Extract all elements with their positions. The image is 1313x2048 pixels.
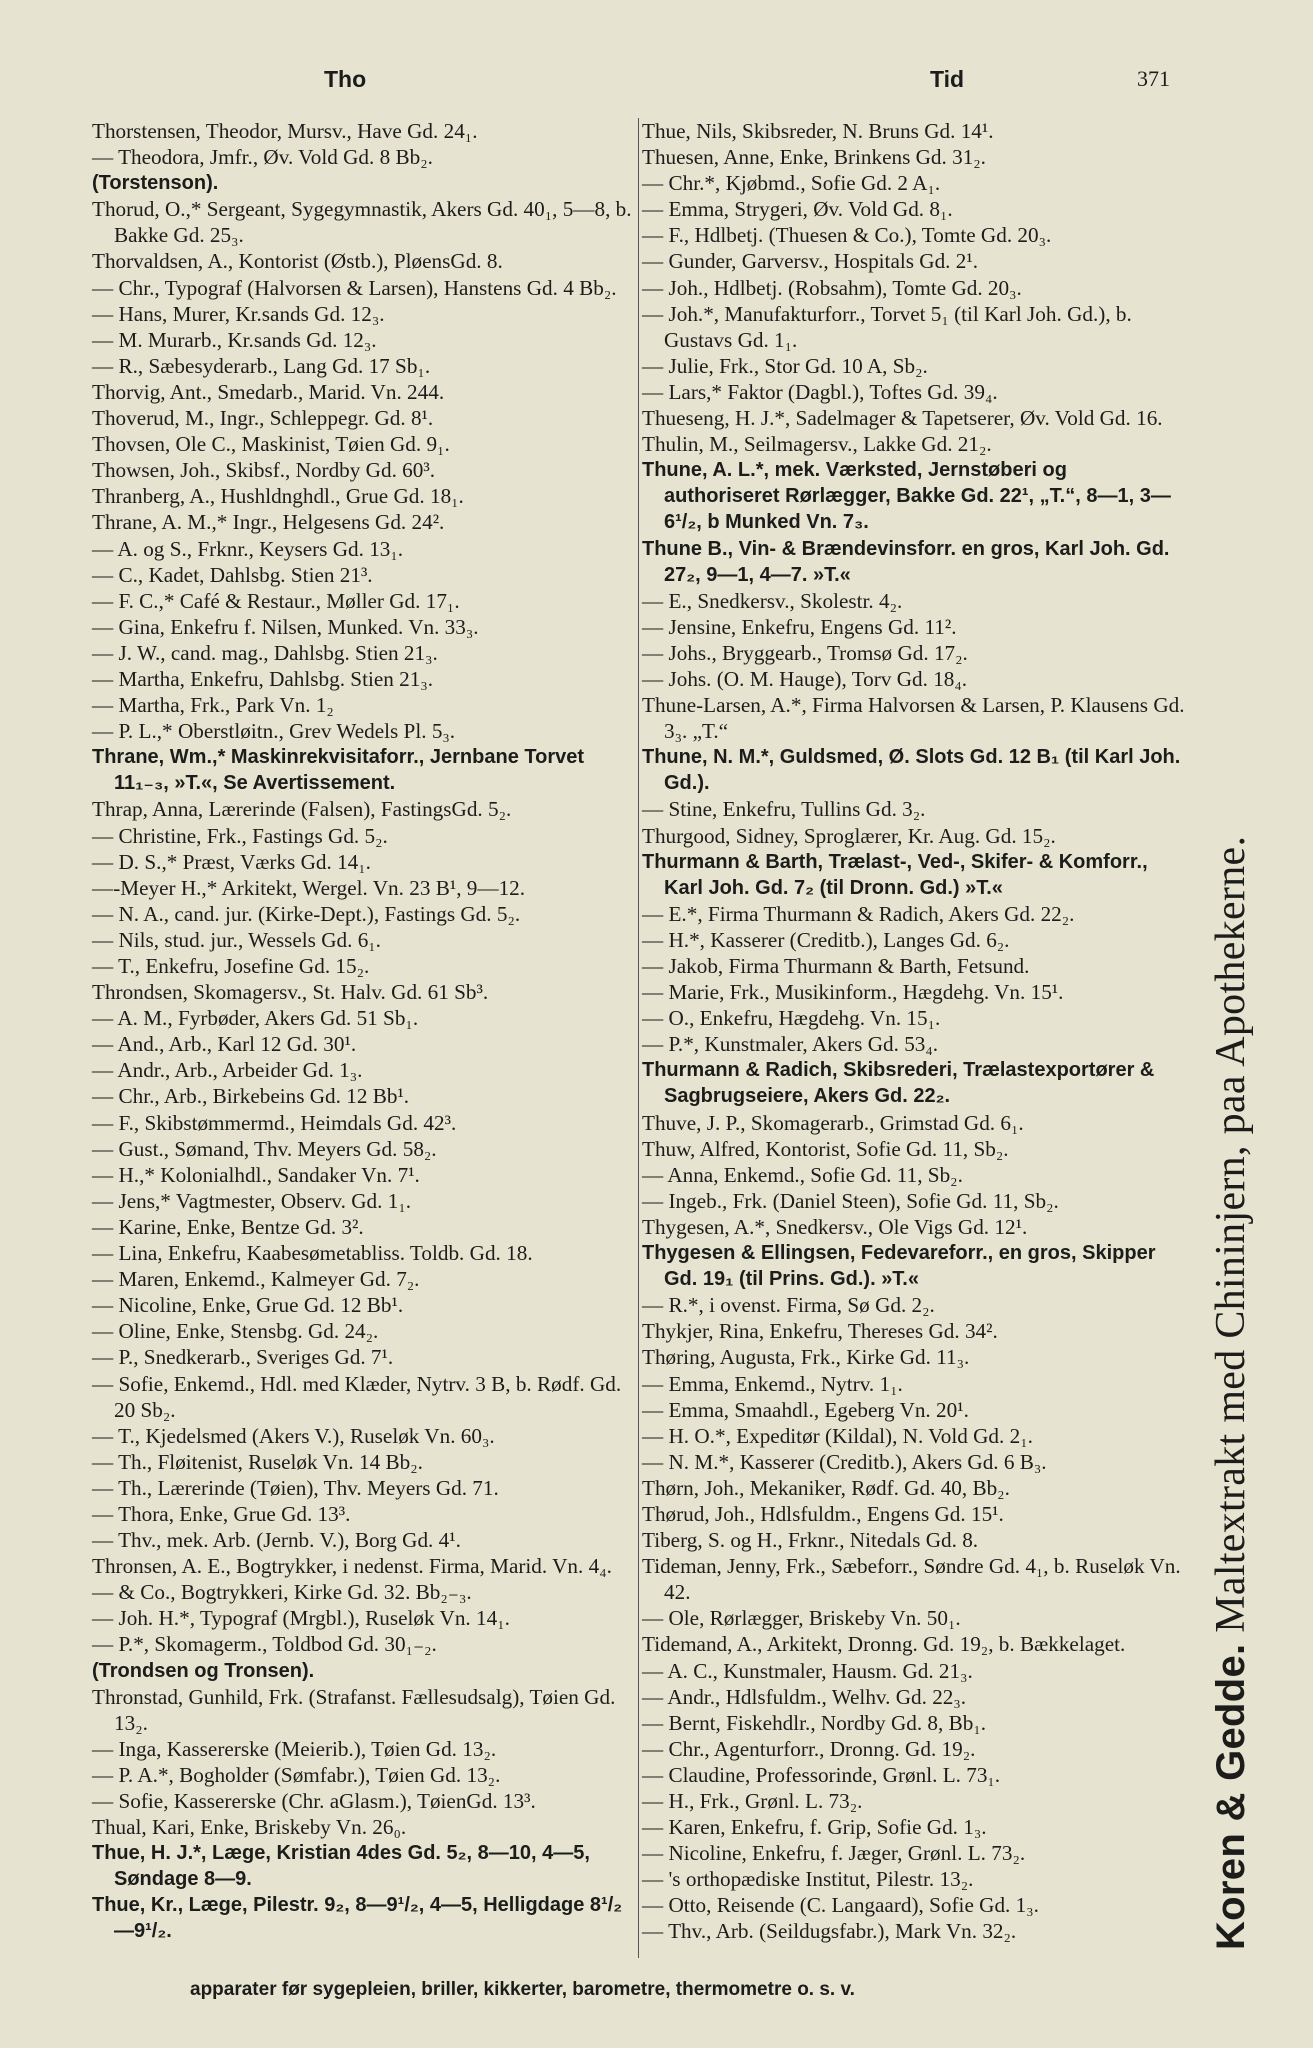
directory-entry: — Bernt, Fiskehdlr., Nordby Gd. 8, Bb₁.: [642, 1710, 987, 1735]
directory-entry: — P.*, Kunstmaler, Akers Gd. 53₄.: [642, 1032, 939, 1057]
directory-entry: — And., Arb., Karl 12 Gd. 30¹.: [92, 1032, 357, 1057]
directory-entry: Thual, Kari, Enke, Briskeby Vn. 26₀.: [92, 1815, 407, 1840]
directory-entry: Thune, N. M.*, Guldsmed, Ø. Slots Gd. 12 B₁ (til Karl Joh. Gd.).: [642, 746, 1181, 795]
directory-entry: Thoverud, M., Ingr., Schleppegr. Gd. 8¹.: [92, 406, 434, 431]
directory-entry: Thowsen, Joh., Skibsf., Nordby Gd. 60³.: [92, 458, 435, 483]
directory-entry: Thune B., Vin- & Brændevinsforr. en gros, Karl Joh. Gd. 27₂, 9—1, 4—7. »T.«: [642, 537, 1170, 586]
directory-entry: — 's orthopædiske Institut, Pilestr. 13₂.: [642, 1867, 974, 1892]
directory-entry: — Claudine, Professorinde, Grønl. L. 73₁.: [642, 1762, 1001, 1787]
directory-entry: — H. O.*, Expeditør (Kildal), N. Vold Gd. 2₁.: [642, 1423, 1033, 1448]
directory-entry: Thygesen, A.*, Snedkersv., Ole Vigs Gd. 12¹.: [642, 1214, 1028, 1239]
directory-entry: — P. L.,* Oberstløitn., Grev Wedels Pl. 5₃.: [92, 719, 456, 744]
directory-entry: — F., Hdlbetj. (Thuesen & Co.), Tomte Gd. 20₃.: [642, 223, 1052, 248]
directory-entry: — Johs., Bryggearb., Tromsø Gd. 17₂.: [642, 640, 968, 665]
directory-entry: — P.*, Skomagerm., Toldbod Gd. 30₁₋₂.: [92, 1632, 437, 1657]
directory-entry: — & Co., Bogtrykkeri, Kirke Gd. 32. Bb₂₋₃.: [92, 1580, 472, 1605]
directory-entry: Thorud, O.,* Sergeant, Sygegymnastik, Akers Gd. 40₁, 5—8, b. Bakke Gd. 25₃.: [92, 197, 632, 248]
directory-entry: Thykjer, Rina, Enkefru, Thereses Gd. 34².: [642, 1319, 998, 1344]
directory-entry: Thrap, Anna, Lærerinde (Falsen), FastingsGd. 5₂.: [92, 797, 512, 822]
directory-entry: — Thora, Enke, Grue Gd. 13³.: [92, 1501, 351, 1526]
side-advertisement: [1195, 170, 1267, 1950]
directory-entry: — C., Kadet, Dahlsbg. Stien 21³.: [92, 562, 373, 587]
directory-entry: — Th., Lærerinde (Tøien), Thv. Meyers Gd. 71.: [92, 1475, 499, 1500]
directory-entry: — Martha, Frk., Park Vn. 1₂: [92, 693, 334, 718]
header-left-keyword: Tho: [324, 66, 367, 92]
directory-entry: Thovsen, Ole C., Maskinist, Tøien Gd. 9₁.: [92, 432, 450, 457]
directory-entry: — Jakob, Firma Thurmann & Barth, Fetsund.: [642, 954, 1030, 978]
directory-entry: — Joh.*, Manufakturforr., Torvet 5₁ (til Karl Joh. Gd.), b. Gustavs Gd. 1₁.: [642, 301, 1132, 352]
directory-entry: Thuesen, Anne, Enke, Brinkens Gd. 31₂.: [642, 145, 986, 170]
page-number: 371: [1137, 66, 1170, 91]
directory-entry: — A. og S., Frknr., Keysers Gd. 13₁.: [92, 536, 404, 561]
directory-entry: — Andr., Hdlsfuldm., Welhv. Gd. 22₃.: [642, 1684, 967, 1709]
directory-entry: — Otto, Reisende (C. Langaard), Sofie Gd. 1₃.: [642, 1893, 1039, 1918]
directory-entry: — Thv., Arb. (Seildugsfabr.), Mark Vn. 32₂.: [642, 1919, 1017, 1944]
directory-entry: — Christine, Frk., Fastings Gd. 5₂.: [92, 823, 388, 848]
directory-entry: — N. A., cand. jur. (Kirke-Dept.), Fastings Gd. 5₂.: [92, 901, 521, 926]
directory-entry: — Emma, Strygeri, Øv. Vold Gd. 8₁.: [642, 197, 953, 222]
directory-entry: — R.*, i ovenst. Firma, Sø Gd. 2₂.: [642, 1293, 935, 1318]
side-ad-brand: Koren & Gedde.: [1209, 1643, 1253, 1950]
directory-entry: Tideman, Jenny, Frk., Sæbeforr., Søndre Gd. 4₁, b. Ruseløk Vn. 42.: [642, 1554, 1181, 1605]
directory-entry: Thøring, Augusta, Frk., Kirke Gd. 11₃.: [642, 1345, 970, 1370]
directory-entry: Thrane, Wm.,* Maskinrekvisitaforr., Jernbane Torvet 11₁₋₃, »T.«, Se Avertissement.: [92, 746, 585, 795]
directory-entry: — N. M.*, Kasserer (Creditb.), Akers Gd. 6 B₃.: [642, 1449, 1047, 1474]
directory-entry: — Joh., Hdlbetj. (Robsahm), Tomte Gd. 20₃.: [642, 275, 1022, 300]
directory-entry: — Johs. (O. M. Hauge), Torv Gd. 18₄.: [642, 666, 968, 691]
right-column: [642, 118, 1187, 1945]
directory-entry: — Karine, Enke, Bentze Gd. 3².: [92, 1214, 364, 1239]
directory-entry: —-Meyer H.,* Arkitekt, Wergel. Vn. 23 B¹, 9—12.: [92, 875, 526, 900]
directory-entry: Thygesen & Ellingsen, Fedevareforr., en gros, Skipper Gd. 19₁ (til Prins. Gd.). »T.«: [642, 1242, 1156, 1291]
directory-entry: (Trondsen og Tronsen).: [92, 1659, 315, 1682]
directory-entry: — A. M., Fyrbøder, Akers Gd. 51 Sb₁.: [92, 1006, 419, 1031]
column-divider: [638, 118, 639, 1958]
directory-entry: — Nicoline, Enke, Grue Gd. 12 Bb¹.: [92, 1293, 404, 1318]
directory-entry: Thue, Kr., Læge, Pilestr. 9₂, 8—9¹/₂, 4—5, Helligdage 8¹/₂—9¹/₂.: [92, 1894, 623, 1943]
directory-entry: — P., Snedkerarb., Sveriges Gd. 7¹.: [92, 1345, 394, 1370]
left-column: [92, 118, 635, 1945]
directory-entry: — Theodora, Jmfr., Øv. Vold Gd. 8 Bb₂.: [92, 145, 433, 170]
directory-entry: — Chr.*, Kjøbmd., Sofie Gd. 2 A₁.: [642, 171, 941, 196]
directory-entry: — Nils, stud. jur., Wessels Gd. 6₁.: [92, 927, 381, 952]
directory-entry: — Nicoline, Enkefru, f. Jæger, Grønl. L. 73₂.: [642, 1841, 1026, 1866]
directory-entry: — Sofie, Kassererske (Chr. aGlasm.), TøienGd. 13³.: [92, 1789, 536, 1813]
directory-entry: Thuve, J. P., Skomagerarb., Grimstad Gd. 6₁.: [642, 1110, 1024, 1135]
directory-entry: — F., Skibstømmermd., Heimdals Gd. 42³.: [92, 1110, 457, 1135]
directory-entry: — Jens,* Vagtmester, Observ. Gd. 1₁.: [92, 1188, 412, 1213]
directory-entry: Thuw, Alfred, Kontorist, Sofie Gd. 11, Sb₂.: [642, 1136, 1009, 1161]
directory-entry: Thorvaldsen, A., Kontorist (Østb.), PløensGd. 8.: [92, 249, 503, 274]
directory-entry: — Andr., Arb., Arbeider Gd. 1₃.: [92, 1058, 363, 1083]
directory-entry: Thue, Nils, Skibsreder, N. Bruns Gd. 14¹.: [642, 119, 994, 143]
directory-entry: — Karen, Enkefru, f. Grip, Sofie Gd. 1₃.: [642, 1815, 987, 1840]
directory-entry: — T., Enkefru, Josefine Gd. 15₂.: [92, 954, 370, 978]
directory-entry: — Sofie, Enkemd., Hdl. med Klæder, Nytrv. 3 B, b. Rødf. Gd. 20 Sb₂.: [92, 1371, 622, 1422]
directory-entry: — Ingeb., Frk. (Daniel Steen), Sofie Gd. 11, Sb₂.: [642, 1188, 1059, 1213]
directory-entry: Thorstensen, Theodor, Mursv., Have Gd. 24₁.: [92, 119, 478, 143]
directory-entry: Throndsen, Skomagersv., St. Halv. Gd. 61 Sb³.: [92, 980, 489, 1005]
directory-entry: Tiberg, S. og H., Frknr., Nitedals Gd. 8.: [642, 1528, 979, 1553]
directory-entry: — Ole, Rørlægger, Briskeby Vn. 50₁.: [642, 1606, 961, 1631]
side-ad-text: Maltextrakt med Chininjern, paa Apothekerne.: [1208, 835, 1254, 1633]
directory-entry: Thueseng, H. J.*, Sadelmager & Tapetserer, Øv. Vold Gd. 16.: [642, 406, 1163, 431]
directory-entry: — Lina, Enkefru, Kaabesømetabliss. Toldb. Gd. 18.: [92, 1241, 533, 1266]
directory-entry: — Gust., Sømand, Thv. Meyers Gd. 58₂.: [92, 1136, 437, 1161]
directory-entry: Thørn, Joh., Mekaniker, Rødf. Gd. 40, Bb₂.: [642, 1475, 1010, 1500]
directory-entry: — O., Enkefru, Hægdehg. Vn. 15₁.: [642, 1006, 941, 1031]
directory-entry: Thranberg, A., Hushldnghdl., Grue Gd. 18₁.: [92, 484, 464, 509]
directory-entry: Thue, H. J.*, Læge, Kristian 4des Gd. 5₂, 8—10, 4—5, Søndage 8—9.: [92, 1842, 590, 1891]
directory-entry: — Gunder, Garversv., Hospitals Gd. 2¹.: [642, 249, 979, 274]
directory-entry: — P. A.*, Bogholder (Sømfabr.), Tøien Gd. 13₂.: [92, 1762, 501, 1787]
directory-entry: — Maren, Enkemd., Kalmeyer Gd. 7₂.: [92, 1267, 420, 1292]
directory-entry: Tidemand, A., Arkitekt, Dronng. Gd. 19₂, b. Bækkelaget.: [642, 1632, 1126, 1657]
directory-entry: Thørud, Joh., Hdlsfuldm., Engens Gd. 15¹.: [642, 1501, 1004, 1526]
footer-advertisement: apparater før sygepleien, briller, kikkerter, barometre, thermometre o. s. v.: [190, 1979, 855, 2000]
directory-entry: — F. C.,* Café & Restaur., Møller Gd. 17₁.: [92, 588, 460, 613]
directory-entry: — Inga, Kassererske (Meierib.), Tøien Gd. 13₂.: [92, 1736, 497, 1761]
directory-entry: — T., Kjedelsmed (Akers V.), Ruseløk Vn. 60₃.: [92, 1423, 495, 1448]
directory-entry: — Emma, Enkemd., Nytrv. 1₁.: [642, 1371, 903, 1396]
directory-entry: — E.*, Firma Thurmann & Radich, Akers Gd. 22₂.: [642, 901, 1075, 926]
directory-entry: — E., Snedkersv., Skolestr. 4₂.: [642, 588, 903, 613]
directory-entry: — H.*, Kasserer (Creditb.), Langes Gd. 6₂.: [642, 927, 1010, 952]
directory-entry: — Oline, Enke, Stensbg. Gd. 24₂.: [92, 1319, 379, 1344]
directory-entry: Thurmann & Barth, Trælast-, Ved-, Skifer- & Komforr., Karl Joh. Gd. 7₂ (til Dronn. Gd.) »T.«: [642, 850, 1148, 899]
directory-entry: — Joh. H.*, Typograf (Mrgbl.), Ruseløk Vn. 14₁.: [92, 1606, 510, 1631]
directory-entry: — Gina, Enkefru f. Nilsen, Munked. Vn. 33₃.: [92, 614, 479, 639]
directory-entry: Thorvig, Ant., Smedarb., Marid. Vn. 244.: [92, 379, 445, 404]
directory-entry: — Julie, Frk., Stor Gd. 10 A, Sb₂.: [642, 353, 928, 378]
directory-entry: — Marie, Frk., Musikinform., Hægdehg. Vn. 15¹.: [642, 980, 1064, 1005]
directory-entry: — Chr., Typograf (Halvorsen & Larsen), Hanstens Gd. 4 Bb₂.: [92, 275, 617, 300]
directory-entry: Thune-Larsen, A.*, Firma Halvorsen & Larsen, P. Klausens Gd. 3₃. „T.“: [642, 693, 1185, 744]
directory-entry: — Hans, Murer, Kr.sands Gd. 12₃.: [92, 301, 385, 326]
directory-entry: — Lars,* Faktor (Dagbl.), Toftes Gd. 39₄.: [642, 379, 998, 404]
directory-entry: — Th., Fløitenist, Ruseløk Vn. 14 Bb₂.: [92, 1449, 423, 1474]
directory-entry: — J. W., cand. mag., Dahlsbg. Stien 21₃.: [92, 640, 438, 665]
directory-entry: — Martha, Enkefru, Dahlsbg. Stien 21₃.: [92, 666, 434, 691]
directory-entry: — D. S.,* Præst, Værks Gd. 14₁.: [92, 849, 371, 874]
directory-entry: — H.,* Kolonialhdl., Sandaker Vn. 7¹.: [92, 1162, 420, 1187]
directory-entry: — Stine, Enkefru, Tullins Gd. 3₂.: [642, 797, 926, 822]
directory-entry: — Emma, Smaahdl., Egeberg Vn. 20¹.: [642, 1397, 969, 1422]
header-right-keyword: Tid: [930, 66, 965, 92]
directory-entry: — Chr., Arb., Birkebeins Gd. 12 Bb¹.: [92, 1084, 410, 1109]
directory-entry: — Anna, Enkemd., Sofie Gd. 11, Sb₂.: [642, 1162, 963, 1187]
directory-entry: — Thv., mek. Arb. (Jernb. V.), Borg Gd. 4¹.: [92, 1528, 461, 1553]
directory-entry: — R., Sæbesyderarb., Lang Gd. 17 Sb₁.: [92, 353, 431, 378]
directory-entry: Thrane, A. M.,* Ingr., Helgesens Gd. 24².: [92, 510, 445, 535]
directory-entry: Thune, A. L.*, mek. Værksted, Jernstøberi og authoriseret Rørlægger, Bakke Gd. 22¹, „T.“, 8—1, 3—6¹/₂, b Munked Vn. 7₃.: [642, 459, 1171, 534]
directory-entry: — Jensine, Enkefru, Engens Gd. 11².: [642, 614, 957, 639]
directory-entry: Thronsen, A. E., Bogtrykker, i nedenst. Firma, Marid. Vn. 4₄.: [92, 1554, 612, 1579]
directory-entry: Thulin, M., Seilmagersv., Lakke Gd. 21₂.: [642, 432, 992, 457]
directory-entry: — A. C., Kunstmaler, Hausm. Gd. 21₃.: [642, 1658, 973, 1683]
directory-entry: Thronstad, Gunhild, Frk. (Strafanst. Fællesudsalg), Tøien Gd. 13₂.: [92, 1684, 616, 1735]
directory-entry: Thurmann & Radich, Skibsrederi, Trælastexportører & Sagbrugseiere, Akers Gd. 22₂.: [642, 1059, 1155, 1108]
directory-entry: — M. Murarb., Kr.sands Gd. 12₃.: [92, 327, 377, 352]
directory-entry: — Chr., Agenturforr., Dronng. Gd. 19₂.: [642, 1736, 976, 1761]
directory-entry: — H., Frk., Grønl. L. 73₂.: [642, 1789, 863, 1813]
directory-entry: (Torstenson).: [92, 172, 219, 195]
directory-entry: Thurgood, Sidney, Sproglærer, Kr. Aug. Gd. 15₂.: [642, 823, 1056, 848]
